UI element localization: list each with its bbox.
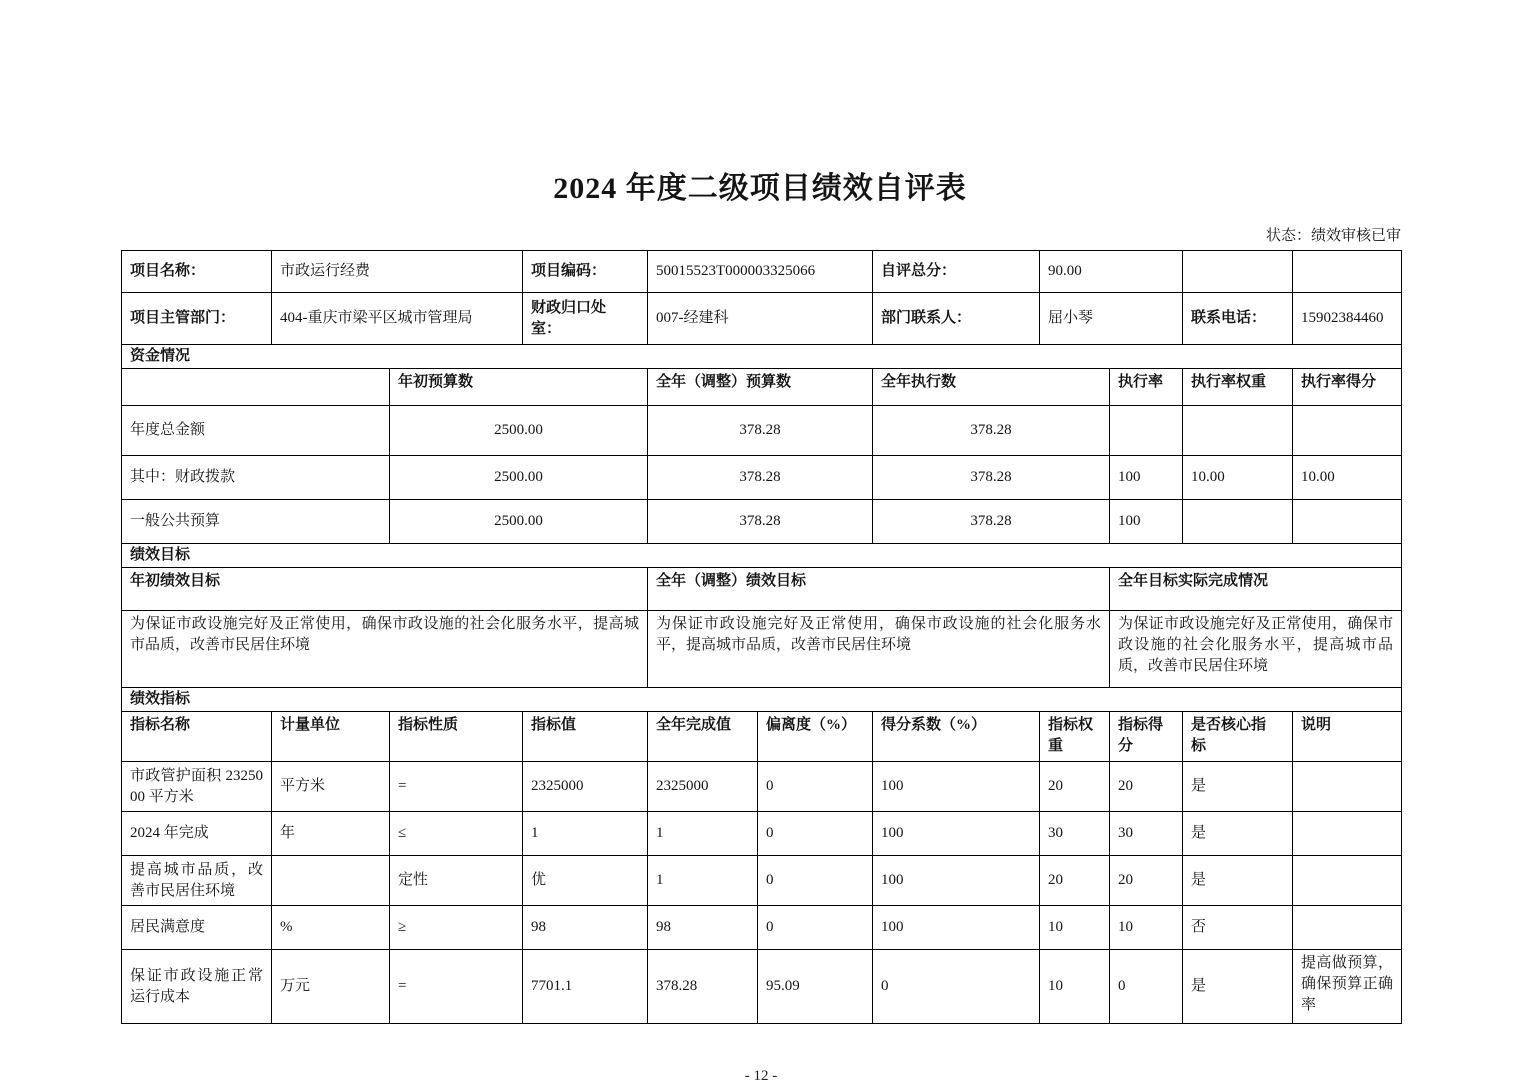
goals-header-adjusted: 全年（调整）绩效目标: [648, 568, 1110, 611]
indicator-cell: 0: [758, 812, 873, 856]
indicator-row: [122, 856, 1402, 906]
indicator-cell: 98: [648, 906, 758, 950]
indicator-cell: %: [272, 906, 390, 950]
funding-cell: 100: [1110, 500, 1183, 544]
status-line: 状态：绩效审核已审: [1265, 228, 1401, 244]
indicator-header-annual-value: 全年完成值: [648, 712, 758, 762]
indicator-cell: 万元: [272, 950, 390, 1024]
goals-header-actual: 全年目标实际完成情况: [1110, 568, 1402, 611]
empty-cell: [1293, 251, 1402, 293]
funding-cell: 2500.00: [390, 500, 648, 544]
indicator-cell: 20: [1110, 762, 1183, 812]
funding-cell: [1293, 500, 1402, 544]
indicator-cell: 100: [873, 762, 1040, 812]
indicator-cell: 是: [1183, 762, 1293, 812]
indicator-header-target-value: 指标值: [523, 712, 648, 762]
funding-row-total: [122, 406, 1402, 456]
indicator-header-deviation: 偏离度（%）: [758, 712, 873, 762]
indicator-cell: =: [390, 950, 523, 1024]
project-name-value: 市政运行经费: [272, 251, 523, 293]
document-content: [121, 224, 1401, 1085]
goals-header-row: [122, 568, 1402, 611]
project-code-label: 项目编码：: [523, 251, 648, 293]
indicator-cell: =: [390, 762, 523, 812]
page-title: 2024 年度二级项目绩效自评表: [553, 172, 967, 205]
project-name-label: 项目名称：: [122, 251, 272, 293]
indicator-cell: 是: [1183, 950, 1293, 1024]
indicator-cell: 0: [873, 950, 1040, 1024]
indicator-cell: 95.09: [758, 950, 873, 1024]
dept-label: 项目主管部门：: [122, 293, 272, 345]
dept-value: 404-重庆市梁平区城市管理局: [272, 293, 523, 345]
indicator-row: [122, 906, 1402, 950]
indicator-cell: 1: [523, 812, 648, 856]
indicator-cell: 20: [1040, 856, 1110, 906]
funding-header-exec-rate-weight: 执行率权重: [1183, 369, 1293, 406]
funding-section-title: 资金情况: [122, 345, 1402, 369]
indicator-cell: ≥: [390, 906, 523, 950]
page-number: - 12 -: [744, 1068, 778, 1084]
goals-initial-text: 为保证市政设施完好及正常使用，确保市政设施的社会化服务水平，提高城市品质，改善市民居住环境: [122, 611, 648, 688]
funding-header-executed: 全年执行数: [873, 369, 1110, 406]
indicator-cell: 定性: [390, 856, 523, 906]
indicator-cell: 100: [873, 906, 1040, 950]
funding-header-row: [122, 369, 1402, 406]
indicators-section-title: 绩效指标: [122, 688, 1402, 712]
indicator-header-nature: 指标性质: [390, 712, 523, 762]
indicator-cell: [1293, 812, 1402, 856]
funding-row-label: 年度总金额: [122, 406, 390, 456]
indicator-cell: 0: [1110, 950, 1183, 1024]
project-code-value: 50015523T000003325066: [648, 251, 873, 293]
indicator-name: 居民满意度: [122, 906, 272, 950]
indicator-cell: 10: [1110, 906, 1183, 950]
indicator-cell: [1293, 906, 1402, 950]
goals-content-row: [122, 611, 1402, 688]
funding-cell: 378.28: [648, 456, 873, 500]
funding-header-exec-rate-score: 执行率得分: [1293, 369, 1402, 406]
funding-cell: 10.00: [1183, 456, 1293, 500]
goals-adjusted-text: 为保证市政设施完好及正常使用，确保市政设施的社会化服务水平，提高城市品质，改善市民居住环境: [648, 611, 1110, 688]
project-info-row-2: [122, 293, 1402, 345]
funding-cell: 2500.00: [390, 406, 648, 456]
funding-section-band: [122, 345, 1402, 369]
funding-row-public-budget: [122, 500, 1402, 544]
indicator-cell: [1293, 856, 1402, 906]
indicator-cell: 年: [272, 812, 390, 856]
indicators-header-row: [122, 712, 1402, 762]
indicator-header-weight: 指标权重: [1040, 712, 1110, 762]
indicator-cell: 20: [1110, 856, 1183, 906]
indicator-name: 市政管护面积 2325000 平方米: [122, 762, 272, 812]
funding-row-label: 一般公共预算: [122, 500, 390, 544]
funding-cell: 378.28: [873, 456, 1110, 500]
funding-header-initial-budget: 年初预算数: [390, 369, 648, 406]
contact-value: 屈小琴: [1040, 293, 1183, 345]
funding-header-adjusted-budget: 全年（调整）预算数: [648, 369, 873, 406]
indicator-cell: 是: [1183, 812, 1293, 856]
finance-office-label: 财政归口处室：: [523, 293, 648, 345]
funding-row-fiscal: [122, 456, 1402, 500]
funding-cell: 10.00: [1293, 456, 1402, 500]
goals-header-initial: 年初绩效目标: [122, 568, 648, 611]
funding-cell: 378.28: [648, 406, 873, 456]
phone-value: 15902384460: [1293, 293, 1402, 345]
indicator-cell: 0: [758, 762, 873, 812]
indicator-cell: 1: [648, 812, 758, 856]
self-evaluation-table: [121, 250, 1402, 1024]
indicator-header-unit: 计量单位: [272, 712, 390, 762]
indicator-cell: 1: [648, 856, 758, 906]
funding-cell: 378.28: [873, 500, 1110, 544]
funding-cell: 378.28: [873, 406, 1110, 456]
indicators-section-band: [122, 688, 1402, 712]
goals-actual-text: 为保证市政设施完好及正常使用，确保市政设施的社会化服务水平，提高城市品质，改善市民居住环境: [1110, 611, 1402, 688]
indicator-name: 提高城市品质，改善市民居住环境: [122, 856, 272, 906]
indicator-header-remark: 说明: [1293, 712, 1402, 762]
indicator-cell: 平方米: [272, 762, 390, 812]
indicator-name: 保证市政设施正常运行成本: [122, 950, 272, 1024]
indicator-cell: ≤: [390, 812, 523, 856]
indicator-cell: 是: [1183, 856, 1293, 906]
indicator-cell: 30: [1110, 812, 1183, 856]
empty-cell: [1183, 251, 1293, 293]
funding-row-label: 其中：财政拨款: [122, 456, 390, 500]
indicator-cell: 100: [873, 812, 1040, 856]
goals-section-band: [122, 544, 1402, 568]
indicator-cell: 2325000: [648, 762, 758, 812]
funding-cell: 100: [1110, 456, 1183, 500]
indicator-cell: 7701.1: [523, 950, 648, 1024]
indicator-cell: 20: [1040, 762, 1110, 812]
indicator-cell: 2325000: [523, 762, 648, 812]
indicator-cell: 10: [1040, 906, 1110, 950]
finance-office-value: 007-经建科: [648, 293, 873, 345]
indicator-row: [122, 762, 1402, 812]
indicator-cell: 10: [1040, 950, 1110, 1024]
indicator-cell: 30: [1040, 812, 1110, 856]
funding-cell: [1293, 406, 1402, 456]
indicator-name: 2024 年完成: [122, 812, 272, 856]
self-score-value: 90.00: [1040, 251, 1183, 293]
project-info-row-1: [122, 251, 1402, 293]
indicator-cell: 100: [873, 856, 1040, 906]
phone-label: 联系电话：: [1183, 293, 1293, 345]
indicator-cell: 优: [523, 856, 648, 906]
self-score-label: 自评总分：: [873, 251, 1040, 293]
funding-cell: [1110, 406, 1183, 456]
funding-cell: 2500.00: [390, 456, 648, 500]
funding-header-exec-rate: 执行率: [1110, 369, 1183, 406]
funding-cell: [1183, 406, 1293, 456]
funding-header-empty: [122, 369, 390, 406]
funding-cell: 378.28: [648, 500, 873, 544]
indicator-cell: 0: [758, 906, 873, 950]
indicator-remark: 提高做预算，确保预算正确率: [1293, 950, 1402, 1024]
goals-section-title: 绩效目标: [122, 544, 1402, 568]
indicator-header-name: 指标名称: [122, 712, 272, 762]
indicator-cell: 378.28: [648, 950, 758, 1024]
indicator-header-core: 是否核心指标: [1183, 712, 1293, 762]
indicator-cell: 98: [523, 906, 648, 950]
indicator-row: [122, 950, 1402, 1024]
indicator-cell: [272, 856, 390, 906]
indicator-row: [122, 812, 1402, 856]
indicator-header-score-coefficient: 得分系数（%）: [873, 712, 1040, 762]
contact-label: 部门联系人：: [873, 293, 1040, 345]
indicator-cell: 0: [758, 856, 873, 906]
indicator-cell: [1293, 762, 1402, 812]
funding-cell: [1183, 500, 1293, 544]
indicator-header-score: 指标得分: [1110, 712, 1183, 762]
indicator-cell: 否: [1183, 906, 1293, 950]
